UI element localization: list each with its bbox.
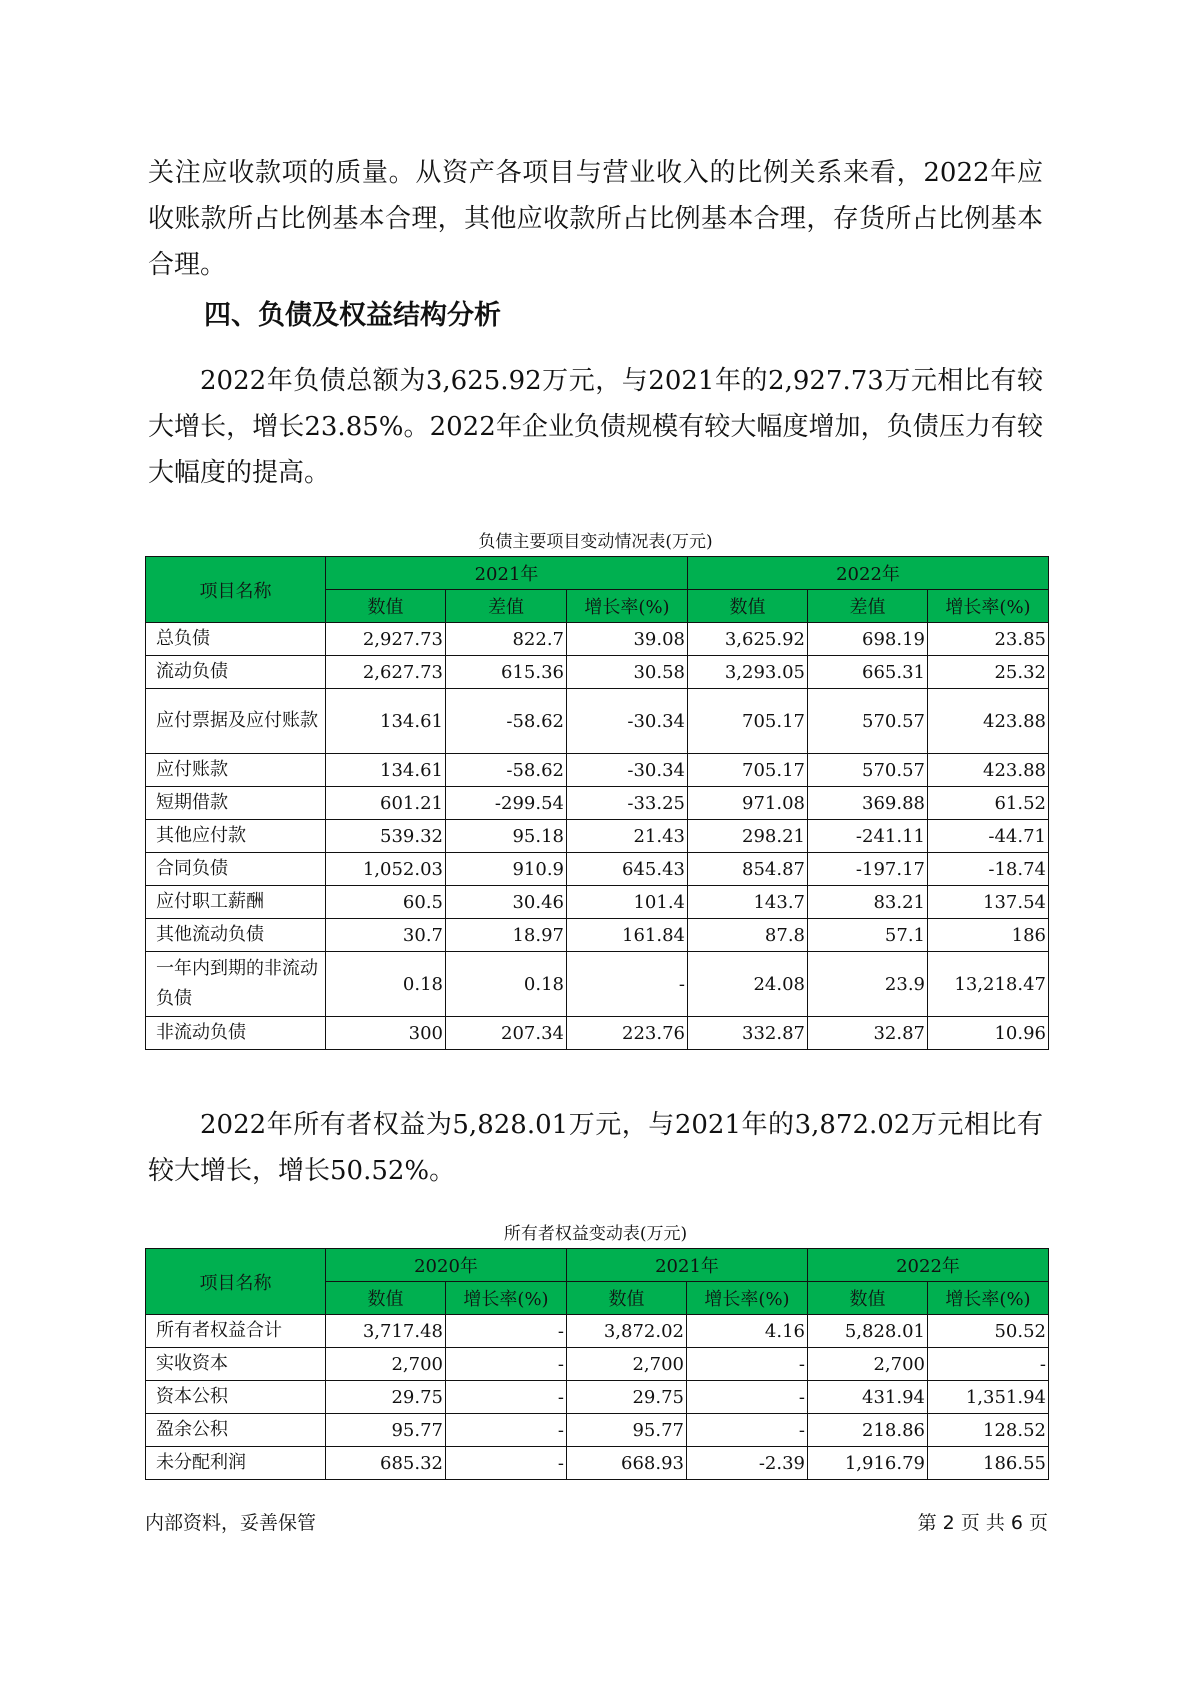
table-row (146, 656, 1049, 689)
row-name: 资本公积 (146, 1381, 326, 1414)
cell-value: 298.21 (688, 820, 808, 853)
cell-rate: -2.39 (687, 1447, 808, 1480)
rate-header: 增长率(%) (928, 1282, 1049, 1315)
equity-table-caption: 所有者权益变动表(万元) (503, 1224, 688, 1244)
cell-rate: - (687, 1381, 808, 1414)
cell-value: 705.17 (688, 754, 808, 787)
cell-diff: 698.19 (808, 623, 928, 656)
cell-rate: 423.88 (928, 689, 1049, 754)
cell-diff: -58.62 (446, 689, 567, 754)
cell-diff: 910.9 (446, 853, 567, 886)
table-row (146, 853, 1049, 886)
item-name-header: 项目名称 (146, 557, 326, 623)
table-row (146, 886, 1049, 919)
cell-value: 60.5 (326, 886, 446, 919)
row-name: 合同负债 (146, 853, 326, 886)
value-header: 数值 (688, 590, 808, 623)
cell-rate: - (687, 1348, 808, 1381)
cell-rate: -18.74 (928, 853, 1049, 886)
rate-header: 增长率(%) (687, 1282, 808, 1315)
cell-rate: 137.54 (928, 886, 1049, 919)
cell-value: 95.77 (326, 1414, 446, 1447)
table-row (146, 1348, 1049, 1381)
cell-rate: 128.52 (928, 1414, 1049, 1447)
table-row (146, 689, 1049, 754)
cell-value: 87.8 (688, 919, 808, 952)
year-header-2022: 2022年 (808, 1249, 1049, 1282)
cell-rate: 23.85 (928, 623, 1049, 656)
cell-value: 3,293.05 (688, 656, 808, 689)
rate-header: 增长率(%) (567, 590, 688, 623)
cell-diff: -241.11 (808, 820, 928, 853)
footer-confidential-note: 内部资料，妥善保管 (145, 1512, 317, 1534)
cell-diff: -58.62 (446, 754, 567, 787)
table-row (146, 1447, 1049, 1480)
cell-value: 29.75 (326, 1381, 446, 1414)
cell-rate: 13,218.47 (928, 952, 1049, 1017)
cell-value: 24.08 (688, 952, 808, 1017)
cell-rate: -44.71 (928, 820, 1049, 853)
cell-rate: 39.08 (567, 623, 688, 656)
diff-header: 差值 (446, 590, 567, 623)
liability-paragraph: 2022年负债总额为3,625.92万元，与2021年的2,927.73万元相比有较大增长，增长23.85%。2022年企业负债规模有较大幅度增加，负债压力有较大幅度的提高。 (148, 366, 1043, 488)
row-name: 短期借款 (146, 787, 326, 820)
cell-diff: 822.7 (446, 623, 567, 656)
cell-value: 431.94 (808, 1381, 928, 1414)
table-row (146, 952, 1049, 1017)
row-name: 一年内到期的非流动负债 (146, 952, 326, 1017)
table-row (146, 919, 1049, 952)
cell-diff: 615.36 (446, 656, 567, 689)
cell-rate: 21.43 (567, 820, 688, 853)
cell-value: 971.08 (688, 787, 808, 820)
row-name: 总负债 (146, 623, 326, 656)
cell-rate: - (928, 1348, 1049, 1381)
cell-rate: - (446, 1348, 567, 1381)
cell-value: 332.87 (688, 1017, 808, 1050)
cell-rate: 4.16 (687, 1315, 808, 1348)
table-row (146, 1017, 1049, 1050)
cell-rate: 101.4 (567, 886, 688, 919)
equity-paragraph: 2022年所有者权益为5,828.01万元，与2021年的3,872.02万元相比有较大增长，增长50.52%。 (148, 1110, 1043, 1186)
cell-rate: 25.32 (928, 656, 1049, 689)
cell-value: 601.21 (326, 787, 446, 820)
year-header-2021: 2021年 (567, 1249, 808, 1282)
cell-value: 668.93 (567, 1447, 687, 1480)
equity-table (145, 1248, 1049, 1480)
year-header-2020: 2020年 (326, 1249, 567, 1282)
cell-value: 3,872.02 (567, 1315, 687, 1348)
row-name: 盈余公积 (146, 1414, 326, 1447)
cell-diff: -299.54 (446, 787, 567, 820)
table-row (146, 787, 1049, 820)
table-row (146, 623, 1049, 656)
table-row (146, 1381, 1049, 1414)
cell-value: 143.7 (688, 886, 808, 919)
row-name: 流动负债 (146, 656, 326, 689)
value-header: 数值 (326, 1282, 446, 1315)
cell-diff: -197.17 (808, 853, 928, 886)
cell-rate: 645.43 (567, 853, 688, 886)
footer-page-number: 第 2 页 共 6 页 (917, 1512, 1048, 1534)
cell-rate: 186.55 (928, 1447, 1049, 1480)
intro-paragraph: 关注应收款项的质量。从资产各项目与营业收入的比例关系来看，2022年应收账款所占比例基本合理，其他应收款所占比例基本合理，存货所占比例基本合理。 (148, 158, 1043, 280)
value-header: 数值 (567, 1282, 687, 1315)
cell-value: 0.18 (326, 952, 446, 1017)
cell-rate: 223.76 (567, 1017, 688, 1050)
cell-diff: 18.97 (446, 919, 567, 952)
cell-rate: 30.58 (567, 656, 688, 689)
cell-value: 2,627.73 (326, 656, 446, 689)
cell-diff: 369.88 (808, 787, 928, 820)
cell-value: 218.86 (808, 1414, 928, 1447)
cell-value: 29.75 (567, 1381, 687, 1414)
row-name: 应付职工薪酬 (146, 886, 326, 919)
cell-rate: 50.52 (928, 1315, 1049, 1348)
value-header: 数值 (808, 1282, 928, 1315)
cell-value: 685.32 (326, 1447, 446, 1480)
year-header-2022: 2022年 (688, 557, 1049, 590)
cell-value: 95.77 (567, 1414, 687, 1447)
diff-header: 差值 (808, 590, 928, 623)
row-name: 应付账款 (146, 754, 326, 787)
row-name: 其他应付款 (146, 820, 326, 853)
row-name: 应付票据及应付账款 (146, 689, 326, 754)
cell-value: 3,717.48 (326, 1315, 446, 1348)
cell-value: 539.32 (326, 820, 446, 853)
row-name: 其他流动负债 (146, 919, 326, 952)
table-row (146, 754, 1049, 787)
cell-value: 134.61 (326, 754, 446, 787)
rate-header: 增长率(%) (928, 590, 1049, 623)
cell-rate: -33.25 (567, 787, 688, 820)
cell-rate: 61.52 (928, 787, 1049, 820)
cell-diff: 570.57 (808, 689, 928, 754)
cell-rate: 10.96 (928, 1017, 1049, 1050)
cell-value: 2,700 (808, 1348, 928, 1381)
cell-diff: 30.46 (446, 886, 567, 919)
row-name: 未分配利润 (146, 1447, 326, 1480)
cell-diff: 32.87 (808, 1017, 928, 1050)
cell-diff: 0.18 (446, 952, 567, 1017)
cell-value: 5,828.01 (808, 1315, 928, 1348)
cell-value: 30.7 (326, 919, 446, 952)
liability-table (145, 556, 1049, 1050)
cell-diff: 570.57 (808, 754, 928, 787)
cell-diff: 23.9 (808, 952, 928, 1017)
cell-rate: 423.88 (928, 754, 1049, 787)
cell-value: 854.87 (688, 853, 808, 886)
table-row (146, 1315, 1049, 1348)
section-heading: 四、负债及权益结构分析 (204, 300, 501, 331)
cell-rate: - (446, 1447, 567, 1480)
cell-value: 134.61 (326, 689, 446, 754)
item-name-header: 项目名称 (146, 1249, 326, 1315)
cell-rate: -30.34 (567, 689, 688, 754)
cell-diff: 83.21 (808, 886, 928, 919)
cell-rate: - (446, 1315, 567, 1348)
cell-diff: 207.34 (446, 1017, 567, 1050)
cell-diff: 95.18 (446, 820, 567, 853)
cell-value: 2,700 (326, 1348, 446, 1381)
table-row (146, 1414, 1049, 1447)
row-name: 非流动负债 (146, 1017, 326, 1050)
row-name: 所有者权益合计 (146, 1315, 326, 1348)
cell-diff: 665.31 (808, 656, 928, 689)
cell-rate: 1,351.94 (928, 1381, 1049, 1414)
cell-diff: 57.1 (808, 919, 928, 952)
cell-value: 3,625.92 (688, 623, 808, 656)
cell-value: 2,700 (567, 1348, 687, 1381)
cell-rate: - (687, 1414, 808, 1447)
liability-table-caption: 负债主要项目变动情况表(万元) (478, 532, 713, 552)
cell-rate: -30.34 (567, 754, 688, 787)
cell-rate: - (567, 952, 688, 1017)
cell-value: 300 (326, 1017, 446, 1050)
cell-rate: 161.84 (567, 919, 688, 952)
cell-value: 1,052.03 (326, 853, 446, 886)
cell-value: 1,916.79 (808, 1447, 928, 1480)
year-header-2021: 2021年 (326, 557, 688, 590)
cell-rate: - (446, 1381, 567, 1414)
cell-value: 705.17 (688, 689, 808, 754)
rate-header: 增长率(%) (446, 1282, 567, 1315)
cell-rate: 186 (928, 919, 1049, 952)
table-row (146, 820, 1049, 853)
row-name: 实收资本 (146, 1348, 326, 1381)
cell-rate: - (446, 1414, 567, 1447)
cell-value: 2,927.73 (326, 623, 446, 656)
value-header: 数值 (326, 590, 446, 623)
